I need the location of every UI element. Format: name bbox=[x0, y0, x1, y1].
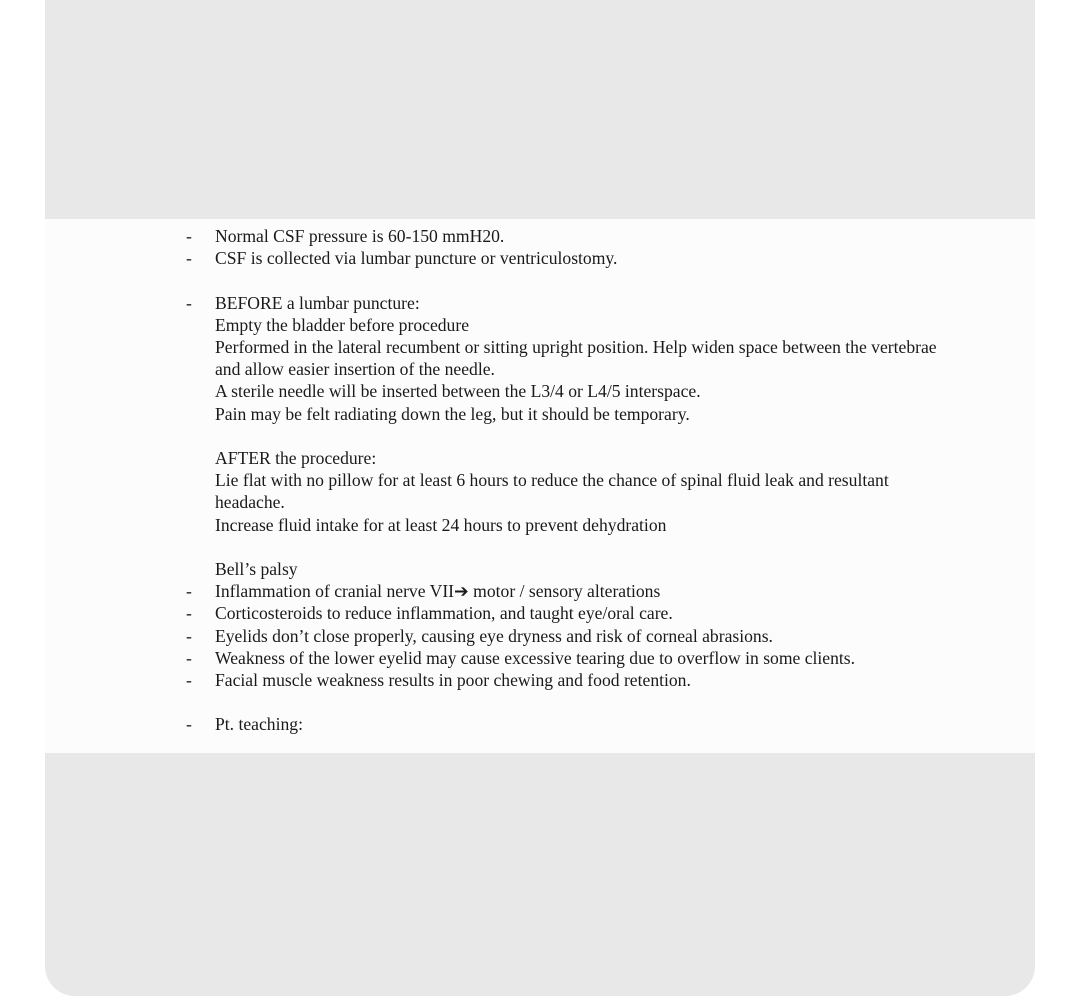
teaching-heading: Pt. teaching: bbox=[215, 714, 303, 735]
before-line: A sterile needle will be inserted between the L3/4 or L4/5 interspace. bbox=[215, 381, 701, 402]
bullet-text: Eyelids don’t close properly, causing eye dryness and risk of corneal abrasions. bbox=[215, 625, 773, 646]
bullet-text: CSF is collected via lumbar puncture or ventriculostomy. bbox=[215, 248, 618, 269]
spacer bbox=[215, 536, 955, 558]
list-item bbox=[186, 247, 955, 269]
bullet-text: Corticosteroids to reduce inflammation, and taught eye/oral care. bbox=[215, 603, 673, 624]
bullet-dash: - bbox=[186, 603, 192, 624]
document-text bbox=[186, 225, 955, 736]
bullet-dash: - bbox=[186, 248, 192, 269]
list-item bbox=[186, 669, 955, 691]
before-heading bbox=[186, 292, 955, 314]
bullet-text: Inflammation of cranial nerve VII➔ motor / sensory alterations bbox=[215, 581, 661, 602]
list-item bbox=[186, 602, 955, 624]
list-item bbox=[186, 625, 955, 647]
after-line: Lie flat with no pillow for at least 6 hours to reduce the chance of spinal fluid leak and resultant headache. bbox=[215, 470, 889, 513]
before-heading-text: BEFORE a lumbar puncture: bbox=[215, 292, 420, 313]
bells-heading: Bell’s palsy bbox=[215, 559, 298, 579]
bullet-text: Facial muscle weakness results in poor chewing and food retention. bbox=[215, 670, 691, 691]
bullet-dash: - bbox=[186, 226, 192, 246]
bullet-text: Normal CSF pressure is 60-150 mmH20. bbox=[215, 226, 505, 246]
list-item bbox=[186, 580, 955, 602]
document-image bbox=[45, 219, 1035, 753]
list-item bbox=[186, 713, 955, 735]
bullet-dash: - bbox=[186, 625, 192, 646]
after-heading: AFTER the procedure: bbox=[215, 448, 377, 468]
bullet-dash: - bbox=[186, 670, 192, 691]
spacer bbox=[215, 691, 955, 713]
spacer bbox=[215, 269, 955, 291]
before-line: Performed in the lateral recumbent or sitting upright position. Help widen space between the vertebrae and allow easier insertion of the needle. bbox=[215, 337, 937, 380]
list-item bbox=[186, 647, 955, 669]
before-line: Pain may be felt radiating down the leg, but it should be temporary. bbox=[215, 403, 690, 424]
before-line: Empty the bladder before procedure bbox=[215, 314, 470, 335]
bullet-dash: - bbox=[186, 714, 192, 735]
after-line: Increase fluid intake for at least 24 hours to prevent dehydration bbox=[215, 514, 667, 535]
spacer bbox=[215, 425, 955, 447]
bullet-dash: - bbox=[186, 292, 192, 313]
bullet-dash: - bbox=[186, 581, 192, 602]
bullet-text: Weakness of the lower eyelid may cause excessive tearing due to overflow in some clients. bbox=[215, 647, 856, 668]
bullet-dash: - bbox=[186, 647, 192, 668]
list-item bbox=[186, 225, 955, 247]
